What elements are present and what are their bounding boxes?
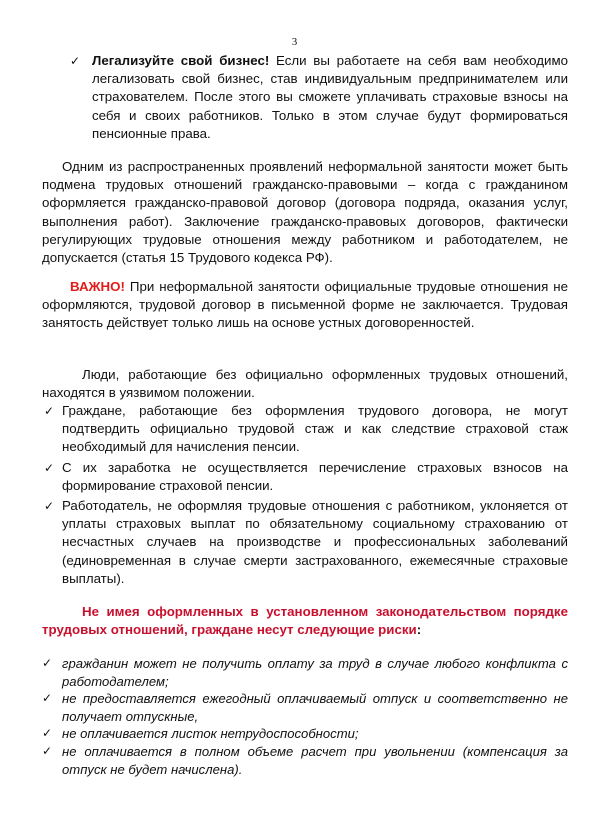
- risk-item-text: не оплачивается листок нетрудоспособности;: [62, 726, 359, 741]
- checkmark-icon: ✓: [42, 726, 53, 740]
- paragraph-vulnerable: Люди, работающие без официально оформленных трудовых отношений, находятся в уязвимом положении.: [42, 367, 568, 401]
- important-text: При неформальной занятости официальные трудовые отношения не оформляются, трудовой договор в письменной форме не заключается. Трудовая занятость действует только лишь на основе устных договоренностей.: [42, 279, 568, 331]
- list-item: [62, 497, 568, 588]
- bullet-text: Если вы работаете на себя вам необходимо легализовать свой бизнес, став индивидуальным предпринимателем или страхователем. После этого вы сможете уплачивать страховые взносы на себя и своих работников. Только в этом случае будут формироваться пенсионные права.: [92, 53, 568, 141]
- checkmark-icon: ✓: [42, 656, 53, 670]
- checkmark-icon: ✓: [70, 54, 81, 68]
- checkmark-icon: ✓: [44, 461, 55, 475]
- bullet-legalize-business: [92, 52, 568, 143]
- risk-item: [62, 655, 568, 690]
- risks-heading-colon: :: [416, 622, 422, 638]
- paragraph-important: [42, 278, 568, 333]
- risk-item: [62, 743, 568, 778]
- important-label: ВАЖНО!: [70, 279, 125, 294]
- checkmark-icon: ✓: [44, 404, 55, 418]
- bullet-bold-lead: Легализуйте свой бизнес!: [92, 53, 270, 68]
- risks-heading-text: Не имея оформленных в установленном законодательством порядке трудовых отношений, граждане несут следующие риски: [42, 604, 568, 638]
- risks-heading: [42, 603, 568, 639]
- paragraph-civil-contracts: Одним из распространенных проявлений неформальной занятости может быть подмена трудовых отношений гражданско-правовыми – когда с гражданином оформляется гражданско-правовой договор (договора подряда, оказания услуг, выполнения работ). Заключение гражданско-правовых договоров, фактически регулирующих трудовые отношения между работником и работодателем, не допускается (статья 15 Трудового кодекса РФ).: [42, 159, 568, 266]
- list-item-text: Работодатель, не оформляя трудовые отношения с работником, уклоняется от уплаты страховых выплат по обязательному социальному страхованию от несчастных случаев на производстве и профессиональных заболеваний (единовременная в случае смерти застрахованного, ежемесячные страховые выплаты).: [62, 498, 568, 586]
- checkmark-icon: ✓: [44, 499, 55, 513]
- risk-item: [62, 690, 568, 725]
- risk-item-text: не оплачивается в полном объеме расчет при увольнении (компенсация за отпуск не будет начислена).: [62, 744, 568, 777]
- page-number: 3: [291, 36, 298, 48]
- risk-item: [62, 725, 568, 743]
- checkmark-icon: ✓: [42, 744, 53, 758]
- list-item-text: Граждане, работающие без оформления трудового договора, не могут подтвердить официально трудовой стаж и как следствие страховой стаж необходимый для начисления пенсии.: [62, 403, 568, 455]
- risk-item-text: гражданин может не получить оплату за труд в случае любого конфликта с работодателем;: [62, 656, 568, 689]
- list-item: [62, 402, 568, 457]
- checkmark-icon: ✓: [42, 691, 53, 705]
- risk-item-text: не предоставляется ежегодный оплачиваемый отпуск и соответственно не получает отпускные,: [62, 691, 568, 724]
- list-item-text: С их заработка не осуществляется перечисление страховых взносов на формирование страховой пенсии.: [62, 460, 568, 494]
- list-item: [62, 459, 568, 495]
